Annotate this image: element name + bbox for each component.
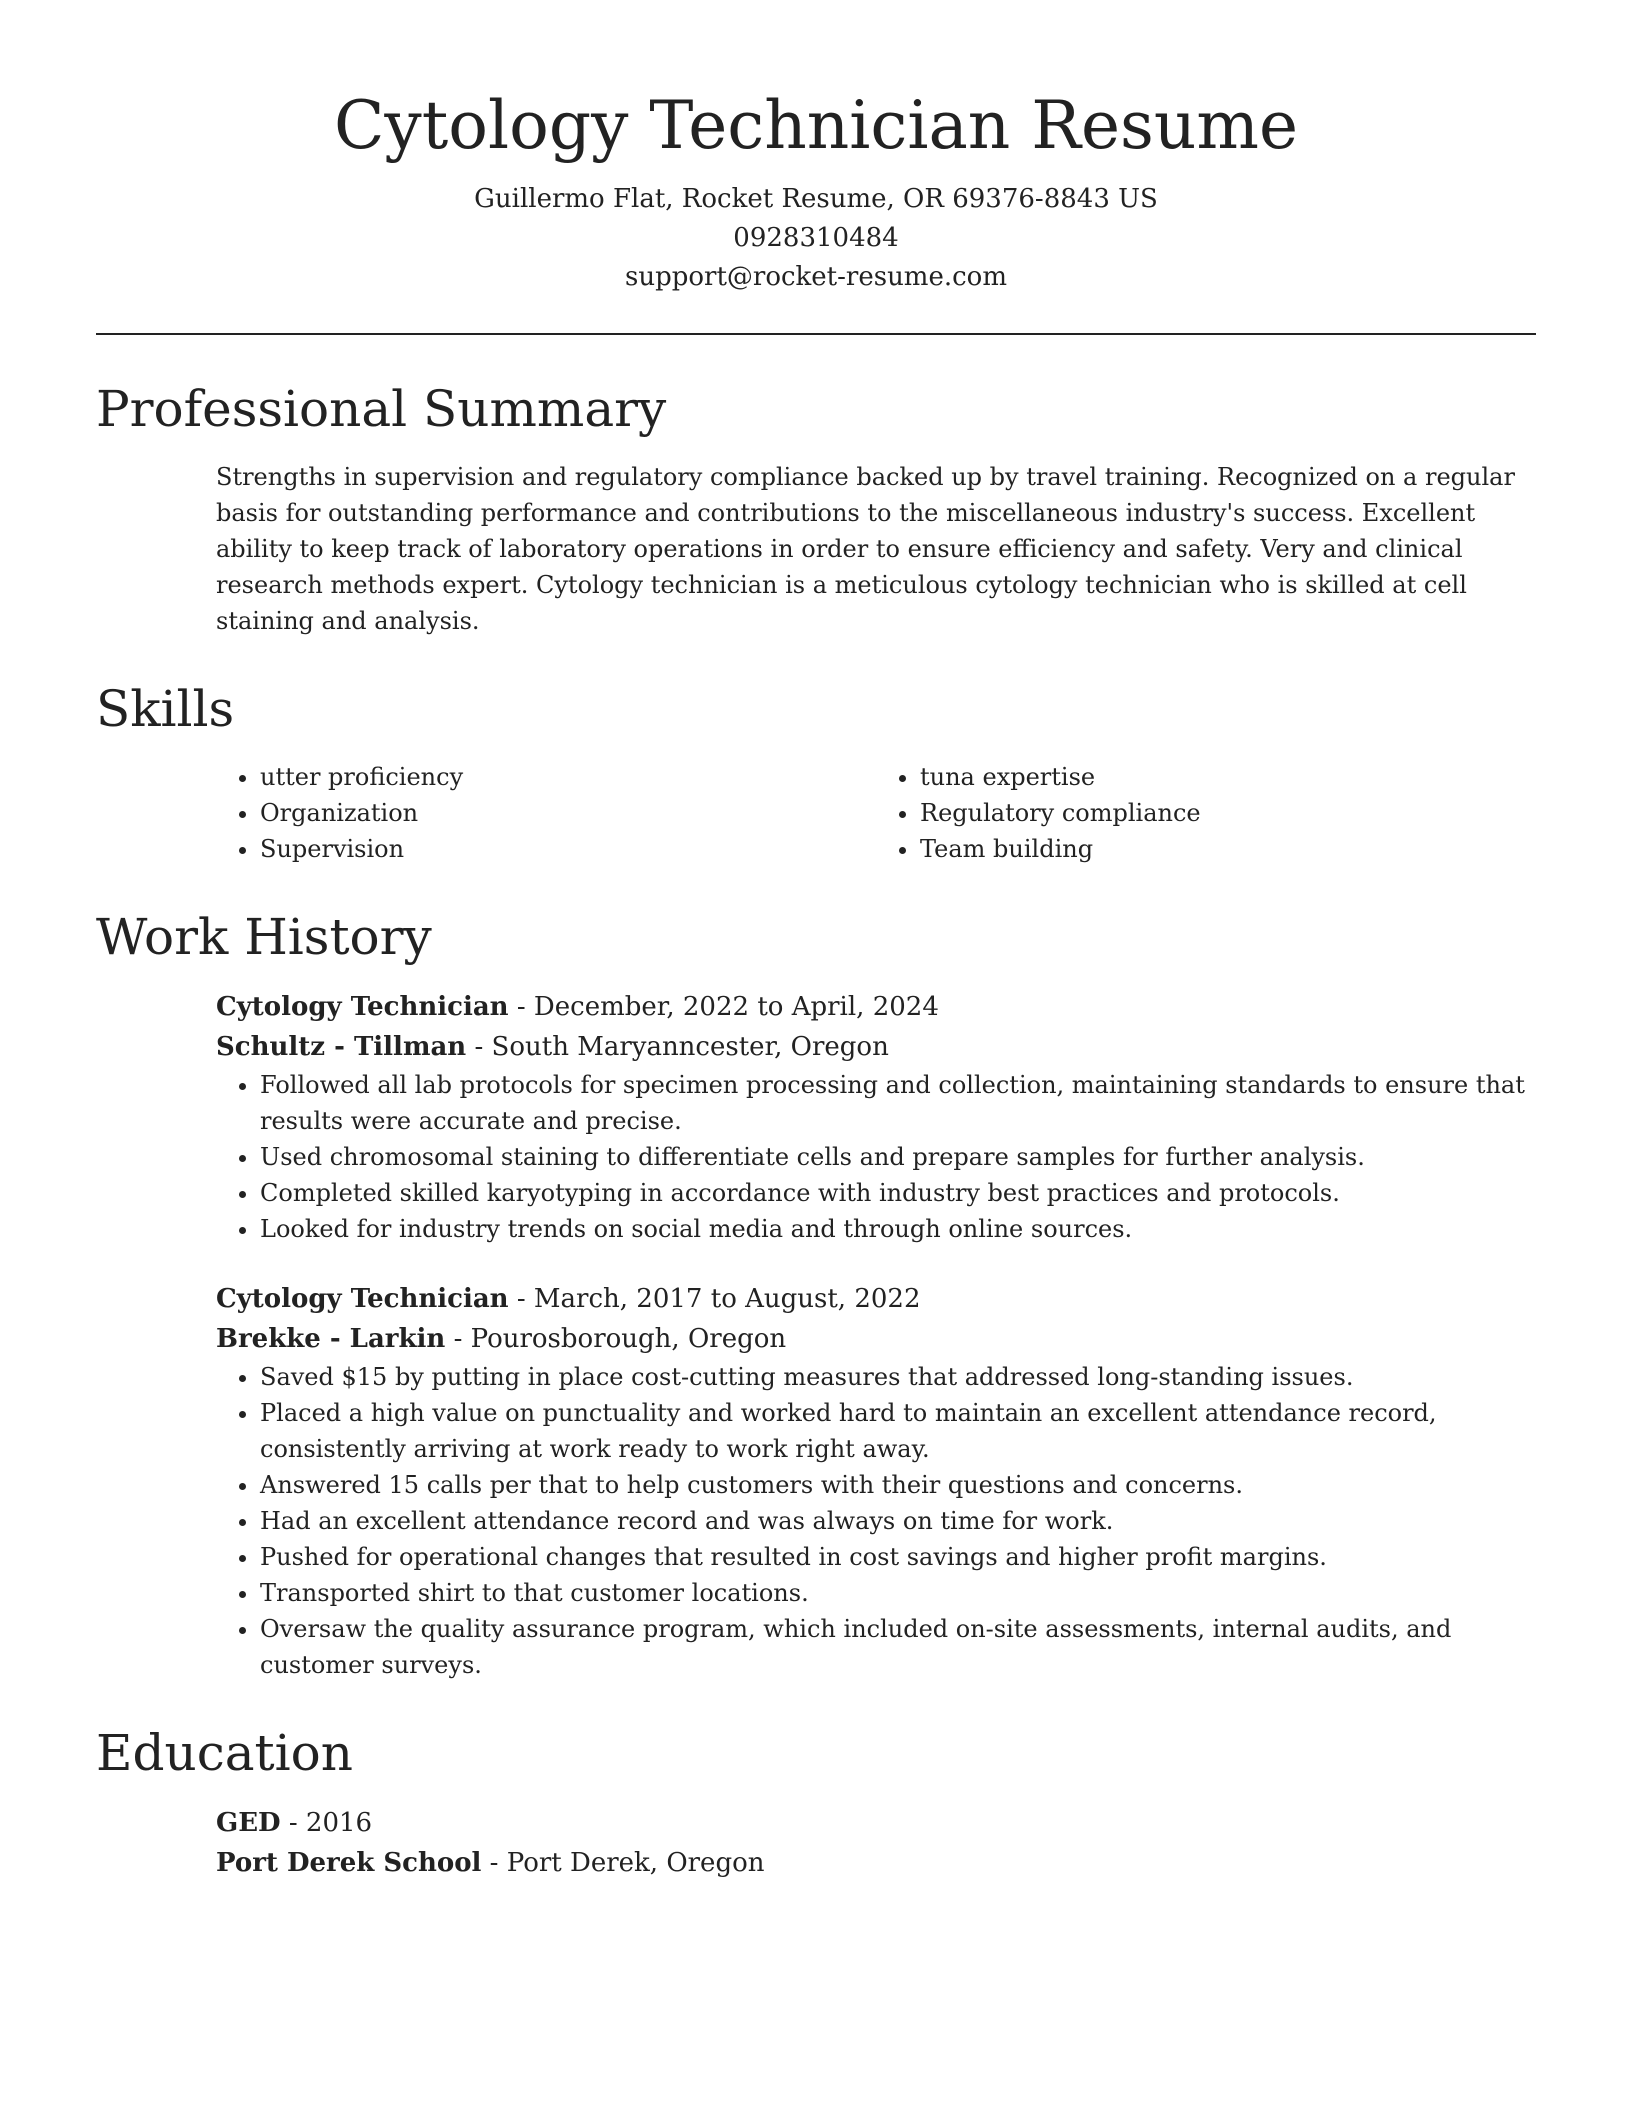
job-bullet: • Answered 15 calls per that to help customers with their questions and concerns. — [260, 1467, 1536, 1503]
job-bullet: • Saved $15 by putting in place cost-cutting measures that addressed long-standing issues. — [260, 1359, 1536, 1395]
job-bullets — [216, 1359, 1536, 1683]
job-location: South Maryanncester, Oregon — [491, 1032, 889, 1062]
job-bullet: • Completed skilled karyotyping in accordance with industry best practices and protocols. — [260, 1175, 1536, 1211]
education-degree-line — [216, 1803, 1536, 1843]
skills-list-right — [876, 759, 1536, 867]
education-heading: Education — [96, 1724, 353, 1782]
skill-item: • Supervision — [260, 831, 876, 867]
contact-address: Guillermo Flat, Rocket Resume, OR 69376-8843 US — [474, 184, 1158, 214]
education-school-line — [216, 1843, 1536, 1883]
skill-item: • Organization — [260, 795, 876, 831]
education-school: Port Derek School — [216, 1848, 482, 1878]
education-location: Port Derek, Oregon — [506, 1848, 765, 1878]
job-title-line — [216, 1279, 1536, 1319]
education-year: 2016 — [305, 1808, 373, 1838]
skills-section — [96, 679, 1536, 867]
job-bullets — [216, 1067, 1536, 1247]
job-bullet: • Placed a high value on punctuality and worked hard to maintain an excellent attendance record, consistently arriving at work ready to work right away. — [260, 1395, 1536, 1467]
skills-heading: Skills — [96, 680, 235, 738]
job-dates: March, 2017 to August, 2022 — [533, 1284, 921, 1314]
education-section — [96, 1723, 1536, 1883]
summary-section — [96, 379, 1536, 639]
work-history-section — [96, 907, 1536, 1683]
job-location: Pourosborough, Oregon — [470, 1324, 787, 1354]
job-title: Cytology Technician — [216, 1284, 509, 1314]
job-company: Schultz - Tillman — [216, 1032, 467, 1062]
job-entry — [216, 987, 1536, 1247]
job-bullet: • Followed all lab protocols for specimen processing and collection, maintaining standards to ensure that results were accurate and precise. — [260, 1067, 1536, 1139]
separator: - — [508, 992, 534, 1022]
job-bullet: • Transported shirt to that customer locations. — [260, 1575, 1536, 1611]
separator: - — [508, 1284, 534, 1314]
work-history-heading: Work History — [96, 908, 432, 966]
summary-text: Strengths in supervision and regulatory compliance backed up by travel training. Recognized on a regular basis for outstanding performance and contributions to the miscellaneous industry's success. Excellent ability to keep track of laboratory operations in order to ensure efficiency and safety. Very and clinical research methods expert. Cytology technician is a meticulous cytology technician who is skilled at cell staining and analysis. — [216, 463, 1515, 635]
separator: - — [466, 1032, 492, 1062]
job-title-line — [216, 987, 1536, 1027]
skill-item: • tuna expertise — [920, 759, 1536, 795]
skill-item: • Team building — [920, 831, 1536, 867]
separator: - — [280, 1808, 306, 1838]
contact-block — [96, 180, 1536, 297]
job-bullet: • Had an excellent attendance record and was always on time for work. — [260, 1503, 1536, 1539]
skill-item: • Regulatory compliance — [920, 795, 1536, 831]
page-title: Cytology Technician Resume — [333, 87, 1299, 164]
separator: - — [445, 1324, 471, 1354]
job-company: Brekke - Larkin — [216, 1324, 446, 1354]
job-title: Cytology Technician — [216, 992, 509, 1022]
skills-grid — [216, 759, 1536, 867]
job-bullet: • Oversaw the quality assurance program, which included on-site assessments, internal audits, and customer surveys. — [260, 1611, 1536, 1683]
summary-heading: Professional Summary — [96, 380, 667, 438]
contact-email: support@rocket-resume.com — [624, 262, 1007, 292]
resume-header — [96, 0, 1536, 297]
job-company-line — [216, 1319, 1536, 1359]
contact-phone: 0928310484 — [733, 223, 899, 253]
separator: - — [481, 1848, 507, 1878]
skill-item: • utter proficiency — [260, 759, 876, 795]
education-degree: GED — [216, 1808, 281, 1838]
job-bullet: • Pushed for operational changes that resulted in cost savings and higher profit margins. — [260, 1539, 1536, 1575]
job-dates: December, 2022 to April, 2024 — [533, 992, 939, 1022]
education-entry — [216, 1803, 1536, 1883]
job-bullet: • Used chromosomal staining to differentiate cells and prepare samples for further analysis. — [260, 1139, 1536, 1175]
job-entry — [216, 1279, 1536, 1683]
job-bullet: • Looked for industry trends on social media and through online sources. — [260, 1211, 1536, 1247]
skills-list-left — [216, 759, 876, 867]
job-company-line — [216, 1027, 1536, 1067]
header-divider — [96, 333, 1536, 335]
